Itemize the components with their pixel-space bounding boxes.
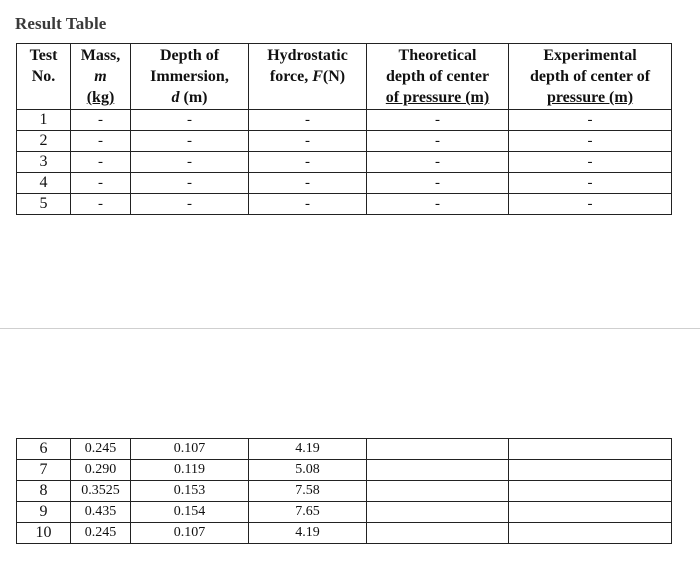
theoretical-cell: - bbox=[367, 152, 509, 173]
experimental-cell: - bbox=[509, 194, 672, 215]
mass-cell: 0.435 bbox=[71, 502, 131, 523]
page-divider bbox=[0, 328, 700, 329]
header-experimental-depth: Experimental depth of center of pressure (m) bbox=[509, 44, 672, 110]
theoretical-cell: - bbox=[367, 110, 509, 131]
mass-cell: - bbox=[71, 194, 131, 215]
theoretical-cell bbox=[367, 439, 509, 460]
experimental-cell bbox=[509, 523, 672, 544]
test-no-cell: 6 bbox=[17, 439, 71, 460]
experimental-cell bbox=[509, 502, 672, 523]
table-row bbox=[17, 152, 672, 173]
mass-cell: 0.245 bbox=[71, 439, 131, 460]
mass-cell: - bbox=[71, 110, 131, 131]
experimental-cell bbox=[509, 481, 672, 502]
table-row bbox=[17, 439, 672, 460]
experimental-cell: - bbox=[509, 131, 672, 152]
theoretical-cell: - bbox=[367, 194, 509, 215]
result-table-title: Result Table bbox=[15, 14, 107, 33]
mass-cell: 0.290 bbox=[71, 460, 131, 481]
table-header-row bbox=[17, 44, 672, 110]
table-row bbox=[17, 523, 672, 544]
force-cell: - bbox=[249, 152, 367, 173]
header-mass: Mass, m (kg) bbox=[71, 44, 131, 110]
mass-cell: 0.3525 bbox=[71, 481, 131, 502]
result-table-data-section bbox=[16, 438, 672, 544]
test-no-cell: 7 bbox=[17, 460, 71, 481]
force-cell: 7.58 bbox=[249, 481, 367, 502]
force-cell: 7.65 bbox=[249, 502, 367, 523]
force-cell: 4.19 bbox=[249, 439, 367, 460]
depth-cell: 0.107 bbox=[131, 439, 249, 460]
depth-cell: 0.154 bbox=[131, 502, 249, 523]
theoretical-cell: - bbox=[367, 131, 509, 152]
theoretical-cell bbox=[367, 502, 509, 523]
table-row bbox=[17, 460, 672, 481]
table-row bbox=[17, 173, 672, 194]
header-theoretical-depth: Theoretical depth of center of pressure (m) bbox=[367, 44, 509, 110]
depth-cell: 0.107 bbox=[131, 523, 249, 544]
mass-cell: - bbox=[71, 131, 131, 152]
experimental-cell: - bbox=[509, 110, 672, 131]
test-no-cell: 1 bbox=[17, 110, 71, 131]
header-test-no: Test No. bbox=[17, 44, 71, 110]
header-depth: Depth of Immersion, d (m) bbox=[131, 44, 249, 110]
experimental-cell: - bbox=[509, 152, 672, 173]
experimental-cell bbox=[509, 439, 672, 460]
table-row bbox=[17, 194, 672, 215]
mass-cell: - bbox=[71, 173, 131, 194]
test-no-cell: 10 bbox=[17, 523, 71, 544]
depth-cell: - bbox=[131, 194, 249, 215]
mass-cell: 0.245 bbox=[71, 523, 131, 544]
theoretical-cell bbox=[367, 481, 509, 502]
force-cell: - bbox=[249, 194, 367, 215]
header-hydrostatic-force: Hydrostatic force, F(N) bbox=[249, 44, 367, 110]
test-no-cell: 5 bbox=[17, 194, 71, 215]
result-table-header-section bbox=[16, 43, 672, 215]
test-no-cell: 8 bbox=[17, 481, 71, 502]
depth-cell: 0.153 bbox=[131, 481, 249, 502]
force-cell: - bbox=[249, 110, 367, 131]
experimental-cell bbox=[509, 460, 672, 481]
theoretical-cell: - bbox=[367, 173, 509, 194]
force-cell: 4.19 bbox=[249, 523, 367, 544]
test-no-cell: 4 bbox=[17, 173, 71, 194]
force-cell: - bbox=[249, 173, 367, 194]
mass-cell: - bbox=[71, 152, 131, 173]
experimental-cell: - bbox=[509, 173, 672, 194]
table-row bbox=[17, 131, 672, 152]
depth-cell: - bbox=[131, 152, 249, 173]
depth-cell: 0.119 bbox=[131, 460, 249, 481]
depth-cell: - bbox=[131, 131, 249, 152]
depth-cell: - bbox=[131, 173, 249, 194]
test-no-cell: 9 bbox=[17, 502, 71, 523]
theoretical-cell bbox=[367, 523, 509, 544]
depth-cell: - bbox=[131, 110, 249, 131]
table-row bbox=[17, 110, 672, 131]
force-cell: 5.08 bbox=[249, 460, 367, 481]
theoretical-cell bbox=[367, 460, 509, 481]
test-no-cell: 3 bbox=[17, 152, 71, 173]
test-no-cell: 2 bbox=[17, 131, 71, 152]
table-row bbox=[17, 502, 672, 523]
force-cell: - bbox=[249, 131, 367, 152]
table-row bbox=[17, 481, 672, 502]
